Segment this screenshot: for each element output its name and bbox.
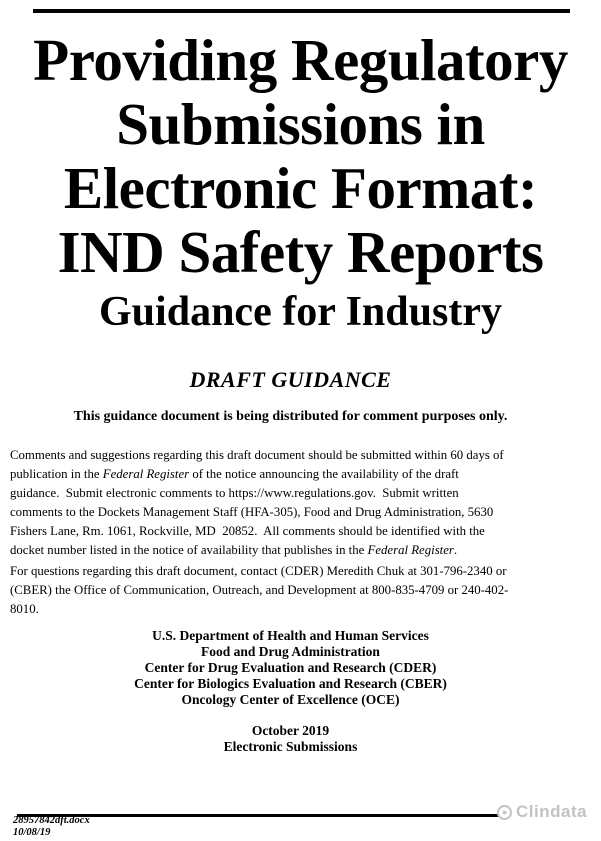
comments-paragraph — [10, 446, 504, 560]
text-line: Submissions in — [116, 91, 485, 157]
text-line: Center for Drug Evaluation and Research (CDER) — [144, 660, 437, 675]
document-title — [0, 28, 601, 284]
document-category: Electronic Submissions — [223, 739, 358, 754]
text-line: Fishers Lane, Rm. 1061, Rockville, MD 20852. All comments should be identified with the — [10, 524, 485, 538]
text-line: For questions regarding this draft document, contact (CDER) Meredith Chuk at 301-796-2340 or — [10, 564, 507, 578]
text-line: publication in the Federal Register of the notice announcing the availability of the draft — [10, 467, 459, 481]
questions-paragraph — [10, 562, 508, 619]
text-line: Providing Regulatory — [33, 27, 568, 93]
footer-meta — [13, 815, 90, 838]
ring-logo-icon — [496, 804, 513, 821]
issue-date-block — [0, 723, 581, 755]
footer-date: 10/08/19 — [13, 826, 51, 838]
issuing-organizations — [0, 628, 581, 708]
footer-filename: 28957842dft.docx — [13, 815, 90, 826]
clindata-watermark — [496, 802, 587, 822]
top-divider — [33, 9, 570, 13]
text-line: comments to the Dockets Management Staff (HFA-305), Food and Drug Administration, 5630 — [10, 505, 494, 519]
text-line: Electronic Format: — [63, 155, 538, 221]
text-line: (CBER) the Office of Communication, Outreach, and Development at 800-835-4709 or 240-402- — [10, 583, 509, 597]
text-line: 8010. — [10, 602, 39, 616]
draft-banner: DRAFT GUIDANCE — [189, 367, 392, 392]
text-line: Oncology Center of Excellence (OCE) — [181, 692, 400, 707]
text-line: U.S. Department of Health and Human Services — [152, 628, 429, 643]
watermark-label: Clindata — [516, 802, 588, 821]
text-line: Center for Biologics Evaluation and Research (CBER) — [134, 676, 447, 691]
text-line: Food and Drug Administration — [201, 644, 380, 659]
text-line: docket number listed in the notice of availability that publishes in the Federal Register. — [10, 543, 458, 557]
text-line: Comments and suggestions regarding this draft document should be submitted within 60 days of — [10, 448, 504, 462]
distribution-note: This guidance document is being distributed for comment purposes only. — [73, 409, 508, 424]
document-subtitle: Guidance for Industry — [99, 289, 502, 335]
issue-date: October 2019 — [251, 723, 330, 738]
text-line: guidance. Submit electronic comments to https://www.regulations.gov. Submit written — [10, 486, 459, 500]
text-line: IND Safety Reports — [57, 219, 544, 285]
